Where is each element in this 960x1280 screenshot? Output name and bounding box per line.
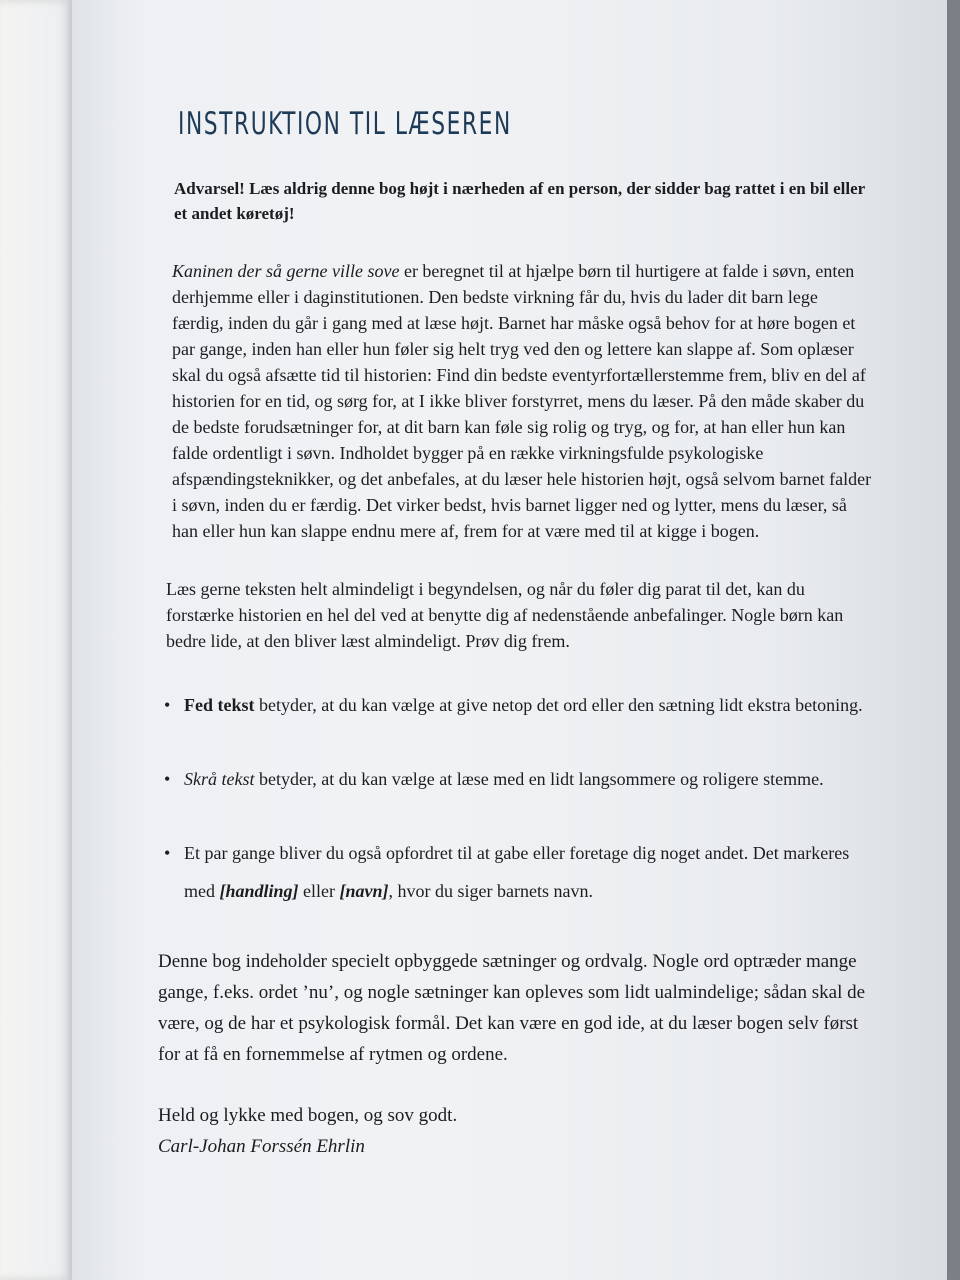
name-tag: [navn]	[339, 881, 389, 901]
purpose-paragraph: Denne bog indeholder specielt opbyggede sætninger og ordvalg. Nogle ord optræder mange gange, f.eks. ordet ’nu’, og nogle sætninger kan opleves som lidt ualmindelige; sådan skal de være, og de har et psykologisk formål. Det kan være en god ide, at du læser bogen selv først for at få en fornemmelse af rytmen og ordene.	[158, 951, 866, 1065]
italic-term: Skrå tekst	[184, 769, 255, 789]
bold-term: Fed tekst	[184, 695, 255, 715]
closing-greeting: Held og lykke med bogen, og sov godt.	[158, 1105, 458, 1126]
recommendation-list	[158, 686, 873, 910]
page-heading: INSTRUKTION TIL LÆSEREN	[178, 106, 512, 142]
warning-text: Advarsel! Læs aldrig denne bog højt i nærheden af en person, der sidder bag rattet i en bil eller et andet køretøj!	[174, 179, 865, 223]
book-title: Kaninen der så gerne ville sove	[172, 261, 400, 281]
bullet-icon: •	[164, 695, 171, 715]
bold-description: betyder, at du kan vælge at give netop det ord eller den sætning lidt ekstra betoning.	[254, 695, 863, 715]
intro-paragraph	[172, 258, 873, 544]
action-tag: [handling]	[219, 881, 299, 901]
action-text-b: eller	[298, 881, 340, 901]
recommendation-paragraph: Læs gerne teksten helt almindeligt i begyndelsen, og når du føler dig parat til det, kan du forstærke historien en hel del ved at benytte dig af nedenstående anbefalinger. Nogle børn kan bedre lide, at den bliver læst almindeligt. Prøv dig frem.	[166, 579, 844, 651]
bullet-icon: •	[164, 843, 171, 863]
list-item-italic	[162, 760, 873, 798]
list-item-bold	[162, 686, 873, 724]
page-content	[158, 106, 873, 1162]
italic-description: betyder, at du kan vælge at læse med en lidt langsommere og roligere stemme.	[254, 769, 824, 789]
list-item-action	[162, 834, 873, 910]
author-signature: Carl-Johan Forssén Ehrlin	[158, 1136, 365, 1157]
intro-text: er beregnet til at hjælpe børn til hurtigere at falde i søvn, enten derhjemme eller i daginstitutionen. Den bedste virkning får du, hvis du lader dit barn lege færdig, inden du går i gang med at læse højt. Barnet har måske også behov for at høre bogen et par gange, inden han eller hun føler sig helt tryg ved den og lettere kan slappe af. Som oplæser skal du også afsætte tid til historien: Find din bedste eventyrfortællerstemme frem, bliv en del af historien for en tid, og sørg for, at I ikke bliver forstyrret, mens du læser. På den måde skaber du de bedste forudsætninger for, at dit barn kan føle sig rolig og tryg, og for, at han eller hun kan falde ordentligt i søvn. Indholdet bygger på en række virkningsfulde psykologiske afspændingsteknikker, og det anbefales, at du læser hele historien højt, også selvom barnet falder i søvn, inden du er færdig. Det virker bedst, hvis barnet ligger ned og lytter, mens du læser, så han eller hun kan slappe endnu mere af, frem for at være med til at kigge i bogen.	[172, 261, 872, 541]
bullet-icon: •	[164, 769, 171, 789]
action-text-c: , hvor du siger barnets navn.	[388, 881, 593, 901]
action-text-a: Et par gange bliver du også opfordret til at gabe eller foretage dig noget andet. Det markeres med	[184, 843, 850, 901]
